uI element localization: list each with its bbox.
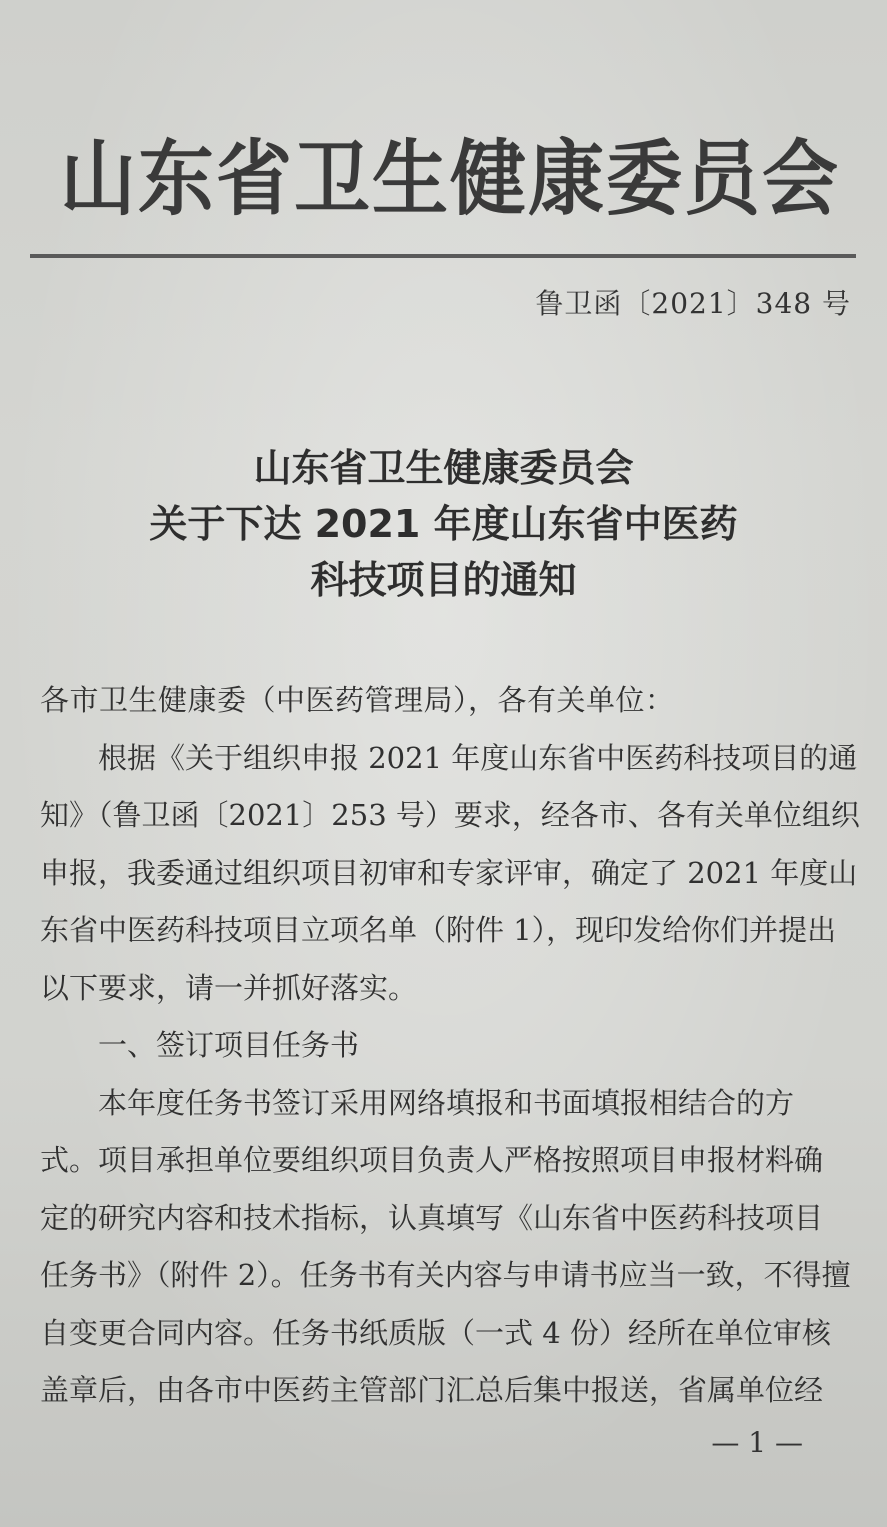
section-1-heading: 一、签订项目任务书 [98,1028,360,1062]
paragraph-1-line: 东省中医药科技项目立项名单（附件 1），现印发给你们并提出 [40,913,837,947]
paragraph-1-line: 知》（鲁卫函〔2021〕253 号）要求，经各市、各有关单位组织 [40,798,860,832]
letterhead-divider [30,254,856,258]
paragraph-2-line: 任务书》（附件 2）。任务书有关内容与申请书应当一致，不得擅 [40,1258,851,1292]
title-line-1: 山东省卫生健康委员会 [253,446,634,490]
letterhead-title: 山东省卫生健康委员会 [60,130,840,227]
document-body [40,672,860,1420]
salutation: 各市卫生健康委（中医药管理局），各有关单位： [40,683,675,717]
paragraph-1-line: 申报，我委通过组织项目初审和专家评审，确定了 2021 年度山 [40,855,858,890]
document-number: 鲁卫函〔2021〕348 号 [535,287,851,320]
paragraph-2-line: 本年度任务书签订采用网络填报和书面填报相结合的方 [98,1085,795,1120]
title-line-3: 科技项目的通知 [310,558,577,602]
document-title [0,440,887,608]
paragraph-1-line: 以下要求，请一并抓好落实。 [40,970,418,1005]
paragraph-2-line: 定的研究内容和技术指标，认真填写《山东省中医药科技项目 [40,1200,824,1235]
title-line-2: 关于下达 2021 年度山东省中医药 [149,502,738,546]
paragraph-2-line: 式。项目承担单位要组织项目负责人严格按照项目申报材料确 [40,1143,824,1177]
paragraph-1-line: 根据《关于组织申报 2021 年度山东省中医药科技项目的通 [98,740,858,775]
page-number: — 1 — [711,1426,803,1459]
paragraph-2-line: 盖章后，由各市中医药主管部门汇总后集中报送，省属单位经 [40,1373,824,1407]
paragraph-2-line: 自变更合同内容。任务书纸质版（一式 4 份）经所在单位审核 [40,1315,831,1350]
